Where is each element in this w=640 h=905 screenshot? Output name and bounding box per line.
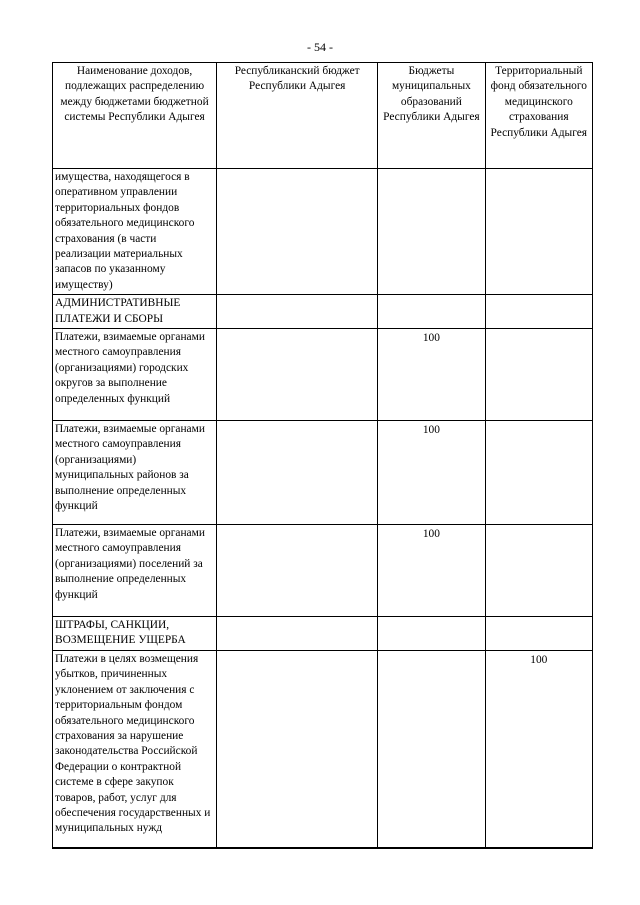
fund-cell [485, 525, 592, 617]
fund-cell [485, 329, 592, 421]
republic-budget-cell [217, 421, 378, 525]
fund-cell [485, 295, 592, 329]
revenue-name-cell: Платежи, взимаемые органами местного самоуправления (организациями) муниципальных районов за выполнение определенных функций [53, 421, 217, 525]
header-municipal-budgets: Бюджеты муниципальных образований Республики Адыгея [378, 63, 485, 169]
revenue-name-cell: имущества, находящегося в оперативном управлении территориальных фондов обязательного медицинского страхования (в части реализации материальных запасов по указанному имуществу) [53, 169, 217, 295]
republic-budget-cell [217, 650, 378, 848]
republic-budget-cell [217, 525, 378, 617]
revenue-name-cell: Платежи в целях возмещения убытков, причиненных уклонением от заключения с территориальным фондом обязательного медицинского страхования за нарушение законодательства Российской Федерации о контрактной системе в сфере закупок товаров, работ, услуг для обеспечения государственных и муниципальных нужд [53, 650, 217, 848]
republic-budget-cell [217, 329, 378, 421]
table-row [53, 329, 593, 421]
table-row-section [53, 617, 593, 651]
table-row [53, 169, 593, 295]
republic-budget-cell [217, 295, 378, 329]
page-number: - 54 - [307, 40, 333, 54]
municipal-budget-cell [378, 650, 485, 848]
fund-cell [485, 617, 592, 651]
header-republic-budget: Республиканский бюджет Республики Адыгея [217, 63, 378, 169]
republic-budget-cell [217, 617, 378, 651]
fund-cell [485, 169, 592, 295]
republic-budget-cell [217, 169, 378, 295]
revenue-name-cell: Платежи, взимаемые органами местного самоуправления (организациями) поселений за выполнение определенных функций [53, 525, 217, 617]
table-row [53, 525, 593, 617]
municipal-budget-cell [378, 295, 485, 329]
table-row [53, 650, 593, 848]
municipal-budget-cell: 100 [378, 421, 485, 525]
table-row-section [53, 295, 593, 329]
header-revenue-name: Наименование доходов, подлежащих распределению между бюджетами бюджетной системы Республики Адыгея [53, 63, 217, 169]
table-row [53, 421, 593, 525]
municipal-budget-cell: 100 [378, 329, 485, 421]
section-heading-cell: АДМИНИСТРАТИВНЫЕ ПЛАТЕЖИ И СБОРЫ [53, 295, 217, 329]
municipal-budget-cell [378, 169, 485, 295]
header-territorial-fund: Территориальный фонд обязательного медицинского страхования Республики Адыгея [485, 63, 592, 169]
fund-cell [485, 421, 592, 525]
table-header-row [53, 63, 593, 169]
municipal-budget-cell [378, 617, 485, 651]
section-heading-cell: ШТРАФЫ, САНКЦИИ, ВОЗМЕЩЕНИЕ УЩЕРБА [53, 617, 217, 651]
revenue-distribution-table [52, 62, 593, 849]
municipal-budget-cell: 100 [378, 525, 485, 617]
fund-cell: 100 [485, 650, 592, 848]
revenue-name-cell: Платежи, взимаемые органами местного самоуправления (организациями) городских округов за выполнение определенных функций [53, 329, 217, 421]
